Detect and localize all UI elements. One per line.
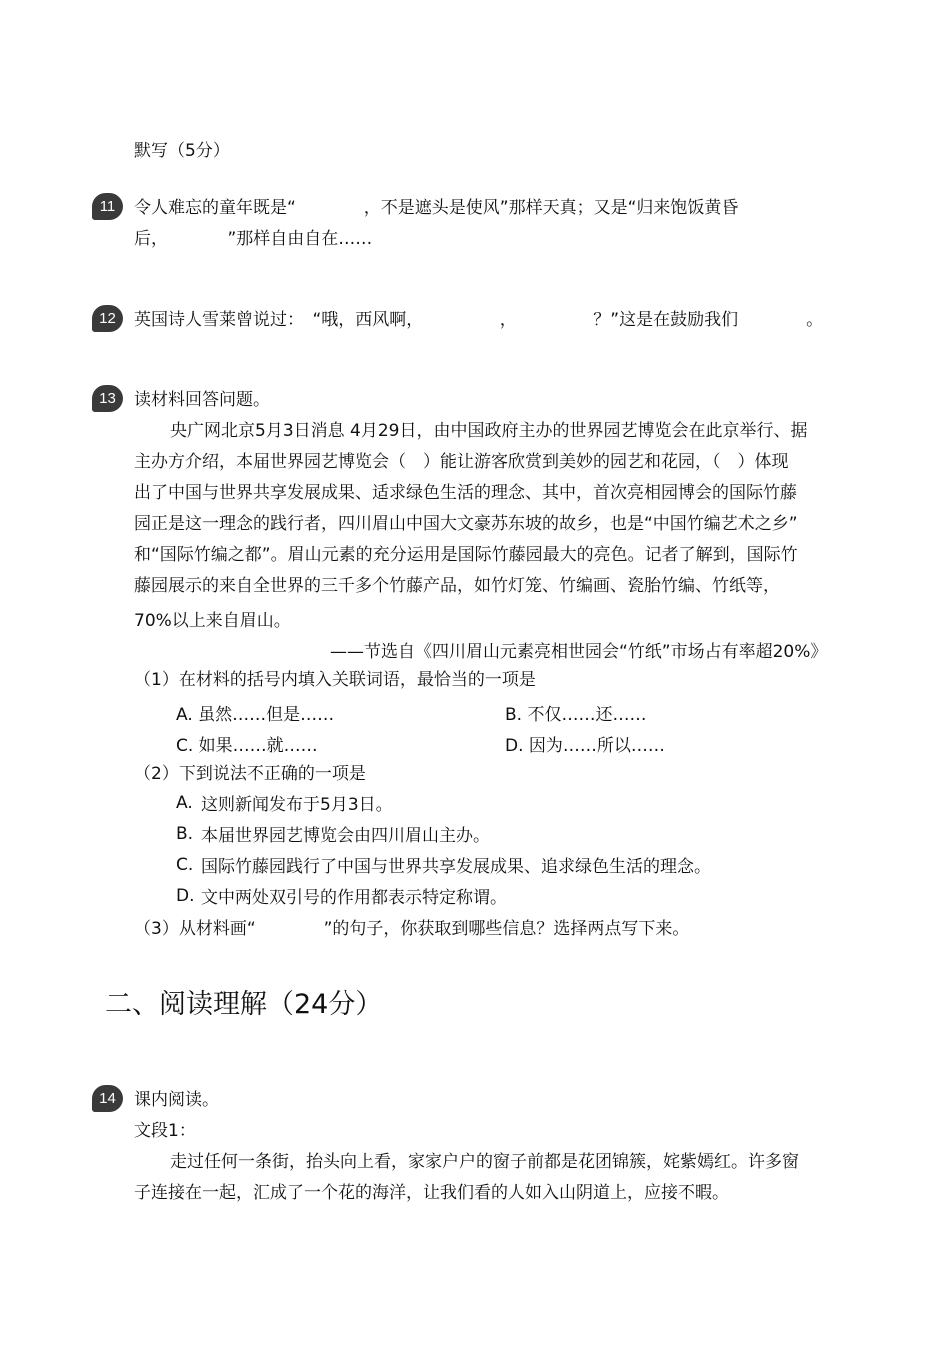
option-a: A. 虽然……但是…… (176, 705, 335, 725)
passage-line: 和“国际竹编之都”。眉山元素的充分运用是国际竹藤园最大的亮色。记者了解到，国际竹 (134, 545, 798, 565)
passage-line: 央广网北京5月3日消息 4月29日，由中国政府主办的世界园艺博览会在此京举行、据 (170, 421, 808, 441)
option-a-letter: A. (176, 793, 193, 813)
sub-question-2: （2）下到说法不正确的一项是 (134, 764, 366, 784)
passage-line: 70%以上来自眉山。 (134, 611, 291, 631)
passage-line: 出了中国与世界共享发展成果、适求绿色生活的理念、其中，首次亮相园博会的国际竹藤 (134, 483, 797, 503)
q14-passage-label: 文段1： (134, 1121, 196, 1141)
option-c: C. 如果……就…… (176, 736, 318, 756)
question-number-badge: 12 (92, 305, 123, 332)
passage-line: 走过任何一条街，抬头向上看，家家户户的窗子前都是花团锦簇，姹紫嫣红。许多窗 (170, 1152, 799, 1172)
option-b-text: 本届世界园艺博览会由四川眉山主办。 (201, 826, 490, 846)
q12-text: 英国诗人雪莱曾说过： “哦，西风啊， ， ？”这是在鼓励我们 。 (134, 310, 824, 330)
passage-line: 主办方介绍，本届世界园艺博览会（ ）能让游客欣赏到美妙的园艺和花园，（ ）体现 (134, 452, 789, 472)
q14-prompt: 课内阅读。 (134, 1090, 219, 1110)
question-number-badge: 11 (92, 193, 123, 220)
question-number-badge: 13 (92, 385, 123, 412)
sub-question-3: （3）从材料画“ ”的句子，你获取到哪些信息？选择两点写下来。 (134, 919, 690, 939)
passage-line: 园正是这一理念的践行者，四川眉山中国大文豪苏东坡的故乡，也是“中国竹编艺术之乡” (134, 514, 798, 534)
passage-line: 藤园展示的来自全世界的三千多个竹藤产品，如竹灯笼、竹编画、瓷胎竹编、竹纸等， (134, 576, 780, 596)
option-a-text: 这则新闻发布于5月3日。 (201, 795, 393, 815)
q13-prompt: 读材料回答问题。 (134, 390, 270, 410)
question-number-badge: 14 (92, 1085, 123, 1112)
option-c-letter: C. (176, 855, 194, 875)
part1-heading: 默写（5分） (134, 141, 230, 161)
option-d: D. 因为……所以…… (505, 736, 665, 756)
sub-question-1: （1）在材料的括号内填入关联词语，最恰当的一项是 (134, 670, 536, 690)
q11-line-1: 令人难忘的童年既是“ ，不是遮头是使风”那样天真；又是“归来饱饭黄昏 (134, 198, 739, 218)
passage-line: 子连接在一起，汇成了一个花的海洋，让我们看的人如入山阴道上，应接不暇。 (134, 1183, 729, 1203)
option-b-letter: B. (176, 824, 194, 844)
q11-line-2: 后， ”那样自由自在…… (134, 229, 373, 249)
option-c-text: 国际竹藤园践行了中国与世界共享发展成果、追求绿色生活的理念。 (201, 857, 711, 877)
option-b: B. 不仅……还…… (505, 705, 647, 725)
option-d-letter: D. (176, 886, 195, 906)
passage-source: ——节选自《四川眉山元素亮相世园会“竹纸”市场占有率超20%》 (330, 642, 828, 662)
part2-heading: 二、阅读理解（24分） (105, 989, 383, 1020)
option-d-text: 文中两处双引号的作用都表示特定称谓。 (201, 888, 507, 908)
